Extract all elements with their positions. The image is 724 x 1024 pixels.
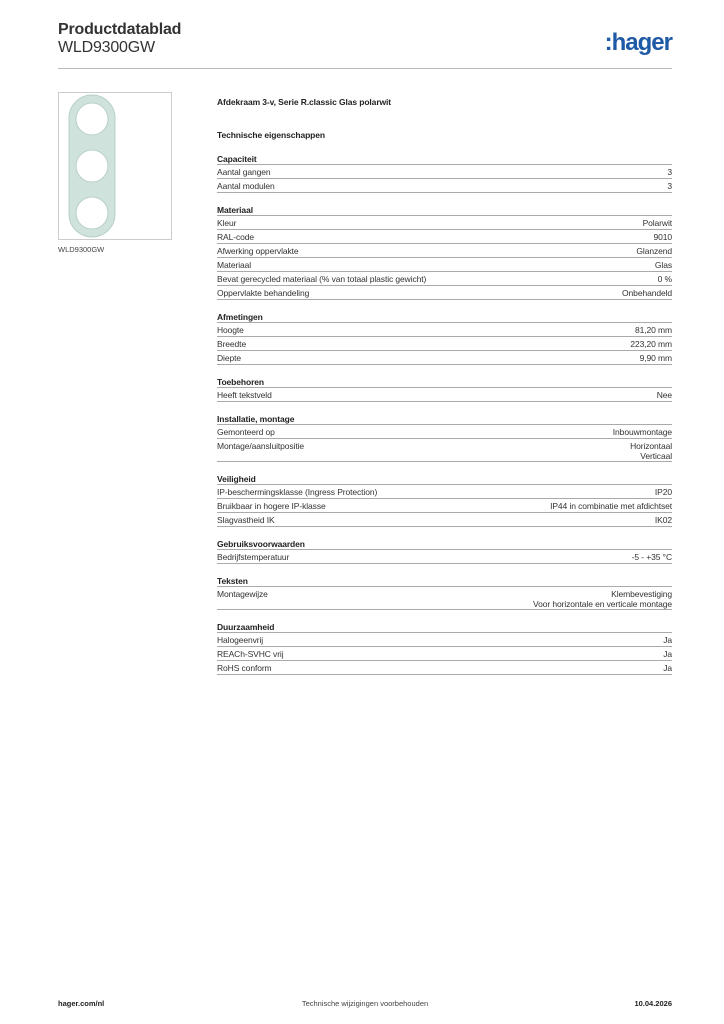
footer-website-link[interactable]: hager.com/nl xyxy=(58,999,105,1008)
spec-value-group xyxy=(657,390,672,400)
spec-row xyxy=(217,484,672,498)
spec-value: Ja xyxy=(663,649,672,659)
spec-row xyxy=(217,438,672,462)
spec-value: Nee xyxy=(656,390,672,400)
section-title: Teksten xyxy=(217,576,248,586)
product-code: WLD9300GW xyxy=(58,39,155,56)
spec-value-group xyxy=(533,589,672,609)
spec-section xyxy=(217,205,672,300)
spec-section xyxy=(217,474,672,527)
spec-row xyxy=(217,350,672,365)
spec-row xyxy=(217,424,672,438)
section-title: Duurzaamheid xyxy=(217,622,275,632)
spec-row xyxy=(217,229,672,243)
footer-date: 10.04.2026 xyxy=(634,999,672,1008)
spec-value: IK02 xyxy=(654,515,672,525)
image-caption: WLD9300GW xyxy=(58,245,105,254)
spec-row xyxy=(217,164,672,178)
spec-value: 81,20 mm xyxy=(635,325,672,335)
spec-label: Afwerking oppervlakte xyxy=(217,246,299,256)
spec-row xyxy=(217,549,672,564)
spec-value: 0 % xyxy=(657,274,672,284)
tech-properties-title: Technische eigenschappen xyxy=(217,130,325,140)
spec-label: Breedte xyxy=(217,339,247,349)
spec-label: REACh-SVHC vrij xyxy=(217,649,284,659)
spec-value-group xyxy=(663,663,672,673)
spec-value-group xyxy=(655,515,672,525)
spec-value: Onbehandeld xyxy=(622,288,672,298)
spec-label: Montagewijze xyxy=(217,589,268,599)
spec-value-group xyxy=(655,260,672,270)
spec-value-group xyxy=(640,353,672,363)
spec-label: Gemonteerd op xyxy=(217,427,275,437)
spec-value: Klembevestiging xyxy=(611,589,672,599)
spec-section xyxy=(217,154,672,193)
spec-value: Inbouwmontage xyxy=(612,427,672,437)
spec-value-group xyxy=(655,487,672,497)
spec-label: RoHS conform xyxy=(217,663,272,673)
spec-value: Horizontaal xyxy=(630,441,672,451)
spec-label: RAL-code xyxy=(217,232,254,242)
page-header xyxy=(58,21,672,67)
section-title: Materiaal xyxy=(217,205,253,215)
spec-value-group xyxy=(632,552,672,562)
spec-value-group xyxy=(636,246,672,256)
spec-value: 223,20 mm xyxy=(630,339,672,349)
spec-value-group xyxy=(663,635,672,645)
spec-sections xyxy=(217,154,672,675)
spec-label: Heeft tekstveld xyxy=(217,390,272,400)
spec-label: Kleur xyxy=(217,218,237,228)
spec-value-group xyxy=(630,441,672,461)
spec-row xyxy=(217,215,672,229)
spec-value-group xyxy=(658,274,672,284)
spec-row xyxy=(217,498,672,512)
spec-section xyxy=(217,312,672,365)
spec-value-group xyxy=(622,288,672,298)
spec-label: Materiaal xyxy=(217,260,252,270)
spec-value: 9010 xyxy=(653,232,672,242)
spec-label: IP-beschermingsklasse (Ingress Protection) xyxy=(217,487,378,497)
spec-value-group xyxy=(667,167,672,177)
spec-label: Hoogte xyxy=(217,325,244,335)
spec-label: Bruikbaar in hogere IP-klasse xyxy=(217,501,326,511)
spec-value-group xyxy=(630,339,672,349)
spec-value-group xyxy=(653,232,672,242)
spec-value: IP20 xyxy=(654,487,672,497)
section-title: Gebruiksvoorwaarden xyxy=(217,539,305,549)
spec-value: 3 xyxy=(667,167,672,177)
section-title: Installatie, montage xyxy=(217,414,295,424)
spec-row xyxy=(217,271,672,285)
spec-section xyxy=(217,576,672,610)
spec-value-group xyxy=(635,325,672,335)
spec-section xyxy=(217,414,672,462)
spec-section xyxy=(217,377,672,402)
product-image xyxy=(58,92,172,240)
hager-logo: :hager xyxy=(604,29,672,56)
section-title: Capaciteit xyxy=(217,154,257,164)
spec-label: Aantal gangen xyxy=(217,167,271,177)
header-divider xyxy=(58,68,672,69)
spec-row xyxy=(217,243,672,257)
spec-label: Oppervlakte behandeling xyxy=(217,288,310,298)
spec-label: Diepte xyxy=(217,353,241,363)
spec-row xyxy=(217,257,672,271)
spec-value: IP44 in combinatie met afdichtset xyxy=(550,501,672,511)
spec-section xyxy=(217,622,672,675)
cover-frame-illustration xyxy=(59,93,171,239)
spec-value: 9,90 mm xyxy=(639,353,672,363)
spec-section xyxy=(217,539,672,564)
section-title: Afmetingen xyxy=(217,312,263,322)
spec-label: Slagvastheid IK xyxy=(217,515,275,525)
spec-label: Montage/aansluitpositie xyxy=(217,441,305,451)
spec-value-group xyxy=(613,427,672,437)
spec-row xyxy=(217,178,672,193)
spec-value: Polarwit xyxy=(642,218,672,228)
spec-value: -5 - +35 °C xyxy=(631,552,672,562)
section-title: Veiligheid xyxy=(217,474,256,484)
spec-row xyxy=(217,512,672,527)
spec-row xyxy=(217,632,672,646)
spec-value-group xyxy=(667,181,672,191)
product-description: Afdekraam 3-v, Serie R.classic Glas polarwit xyxy=(217,97,392,107)
section-title: Toebehoren xyxy=(217,377,265,387)
spec-content xyxy=(217,97,672,675)
spec-row xyxy=(217,660,672,675)
spec-row xyxy=(217,646,672,660)
spec-value: Glas xyxy=(654,260,672,270)
spec-value-group xyxy=(643,218,672,228)
spec-row xyxy=(217,336,672,350)
spec-value: Verticaal xyxy=(640,451,672,461)
spec-row xyxy=(217,322,672,336)
spec-value-group xyxy=(663,649,672,659)
page-footer xyxy=(58,999,672,1011)
spec-row xyxy=(217,387,672,402)
footer-disclaimer: Technische wijzigingen voorbehouden xyxy=(301,999,429,1008)
spec-label: Bedrijfstemperatuur xyxy=(217,552,290,562)
spec-value: Voor horizontale en verticale montage xyxy=(533,599,672,609)
spec-row xyxy=(217,285,672,300)
spec-row xyxy=(217,586,672,610)
spec-label: Halogeenvrij xyxy=(217,635,264,645)
spec-value: 3 xyxy=(667,181,672,191)
spec-label: Bevat gerecycled materiaal (% van totaal plastic gewicht) xyxy=(217,274,427,284)
spec-value: Ja xyxy=(663,635,672,645)
page-title: Productdatablad xyxy=(58,21,182,38)
spec-value-group xyxy=(550,501,672,511)
spec-value: Glanzend xyxy=(636,246,672,256)
spec-label: Aantal modulen xyxy=(217,181,275,191)
spec-value: Ja xyxy=(663,663,672,673)
